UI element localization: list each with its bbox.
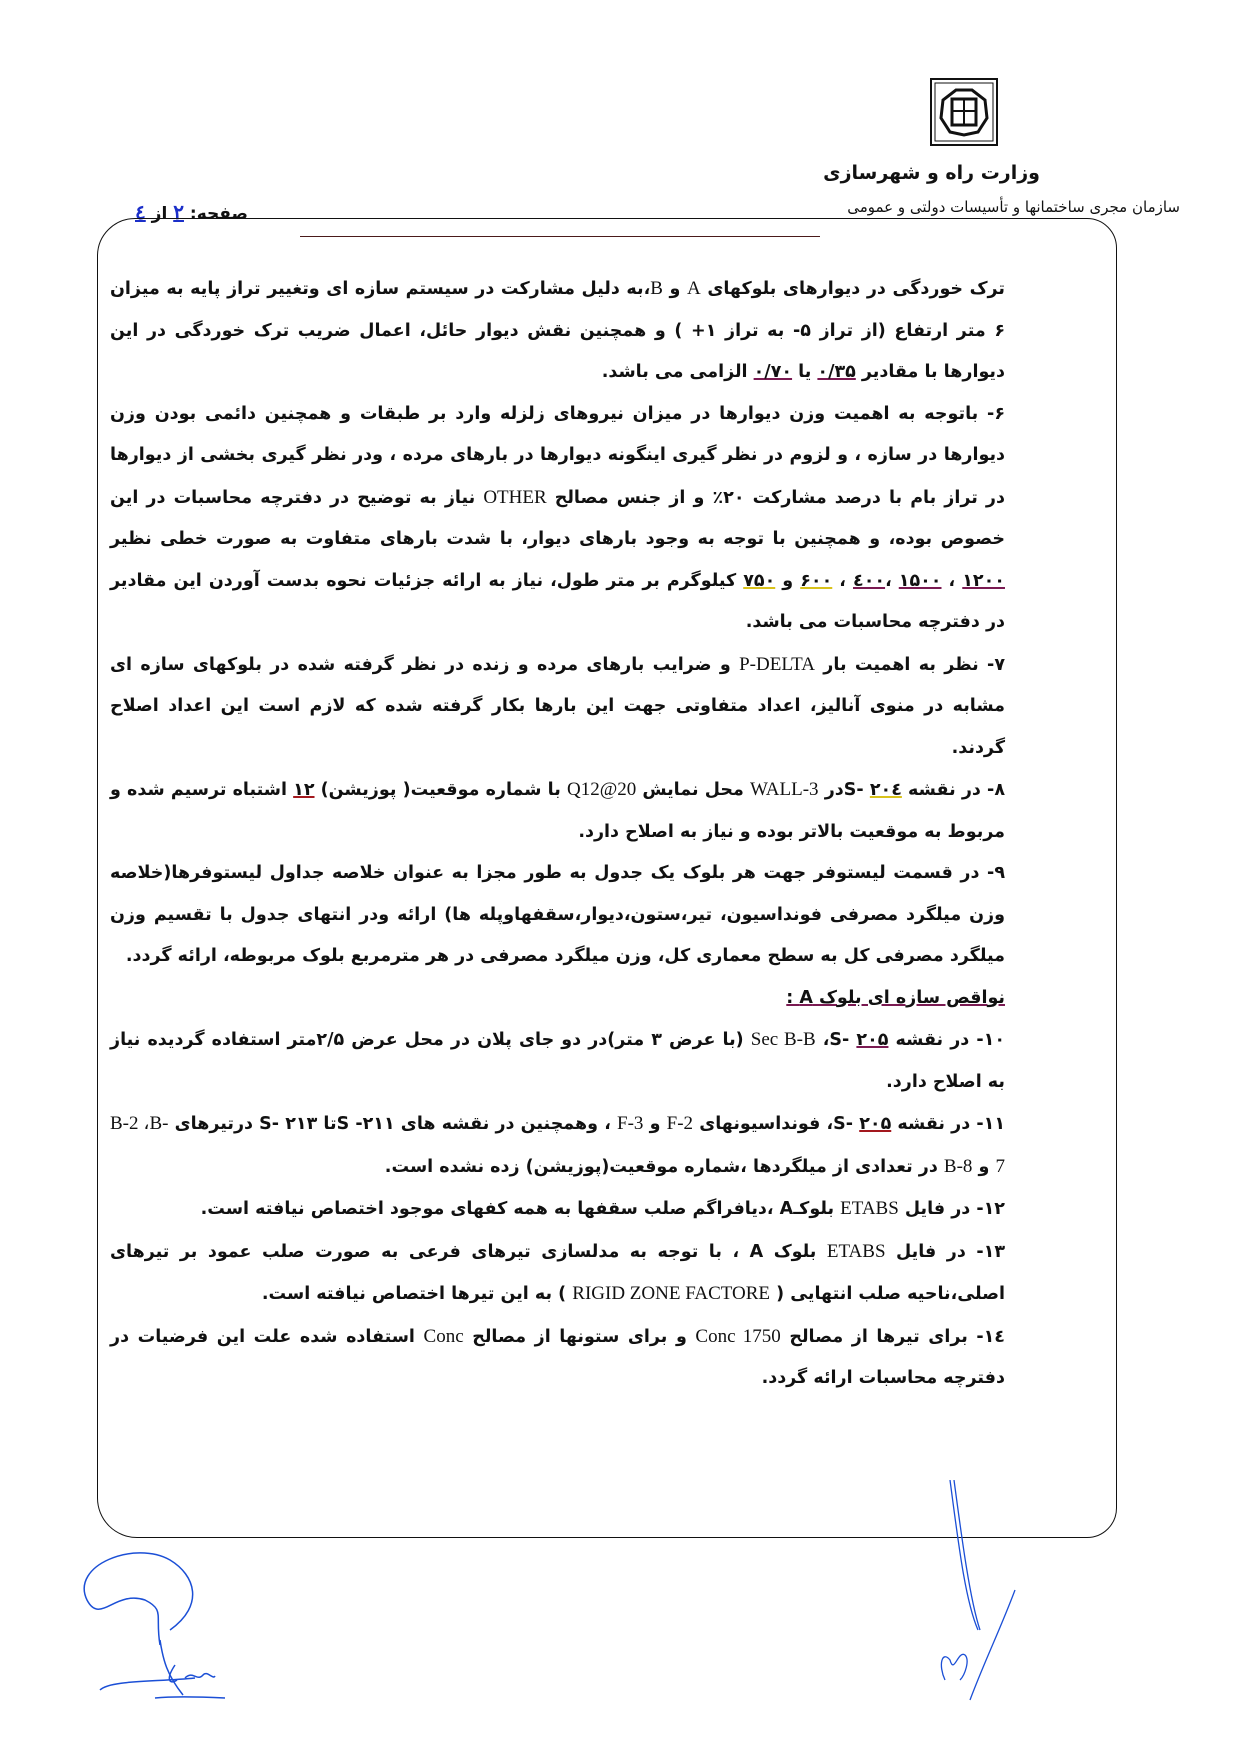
- load-value: ۷۵۰: [743, 570, 776, 591]
- load-value: ٤۰۰: [853, 570, 886, 591]
- letter-body: [110, 268, 1005, 1400]
- signature-right: [920, 1480, 1050, 1710]
- ministry-name: وزارت راه و شهرسازی: [823, 162, 1040, 184]
- item-6: ۶- باتوجه به اهمیت وزن دیوارها در میزان نیروهای زلزله وارد بر طبقات و همچنین دائمی بودن وزن دیوارها در سازه ، و لزوم در نظر گیری اینگونه دیوارها در بارهای مرده ، ودر نظر گیری بخشی از دیوارها در تراز بام با درصد مشارکت ۲۰٪ و از جنس مصالح OTHER نیاز به توضیح در دفترچه محاسبات در این خصوص بوده، و همچنین با توجه به وجود بارهای دیوار، با شدت بارهای متفاوت به صورت خطی نظیر ۱۲۰۰ ، ۱۵۰۰ ،٤۰۰ ، ۶۰۰ و ۷۵۰ کیلوگرم بر متر طول، نیاز به ارائه جزئیات نحوه بدست آوردن این مقادیر در دفترچه محاسبات می باشد.: [110, 403, 1005, 632]
- signature-left: [75, 1520, 275, 1700]
- item-10: ۱۰- در نقشه ۲۰۵ -S، Sec B-B (با عرض ۳ متر)در دو جای پلان در محل عرض ۲/۵متر استفاده گردیده نیاز به اصلاح دارد.: [110, 1029, 1006, 1092]
- organization-name: سازمان مجری ساختمانها و تأسیسات دولتی و عمومی: [847, 198, 1180, 216]
- item-11: ۱۱- در نقشه ۲۰۵ -S، فونداسیونهای F-2 و F-3 ، وهمچنین در نقشه های ۲۱۱- Sتا ۲۱۳ -S درتیرهای B-2 ،B-7 و B-8 در تعدادی از میلگردها ،شماره موقعیت(پوزیشن) زده نشده است.: [110, 1113, 1006, 1177]
- load-value: ۱۵۰۰: [898, 570, 942, 591]
- section-heading-block-a: [110, 978, 1005, 1020]
- page-of: از: [151, 204, 168, 224]
- crack-factor-1: ۰/۳۵: [817, 362, 856, 382]
- load-value: ۱۲۰۰: [962, 570, 1005, 591]
- page-label: صفحه:: [189, 204, 248, 224]
- intro-paragraph: ترک خوردگی در دیوارهای بلوکهای A و B،به دلیل مشارکت در سیستم سازه ای وتغییر تراز پایه به میزان ۶ متر ارتفاع (از تراز ۵- به تراز ۱+ ) و همچنین نقش دیوار حائل، اعمال ضریب ترک خوردگی در این دیوارها با مقادیر ۰/۳۵ یا ۰/۷۰ الزامی می باشد.: [110, 278, 1005, 382]
- ministry-emblem-icon: [930, 78, 998, 146]
- item-13: ۱۳- در فایل ETABS بلوک A ، با توجه به مدلسازی تیرهای فرعی به صورت صلب عمود بر تیرهای اصلی،ناحیه صلب انتهایی ( RIGID ZONE FACTORE ) به این تیرها اختصاص نیافته است.: [110, 1240, 1006, 1304]
- page-current: ۲: [173, 200, 184, 224]
- item-12: ۱۲- در فایل ETABS بلوکـA ،دیافراگم صلب سقفها به همه کفهای موجود اختصاص نیافته است.: [200, 1198, 1005, 1219]
- item-14: ۱٤- برای تیرها از مصالح Conc 1750 و برای ستونها از مصالح Conc استفاده شده علت این فرضیات در دفترچه محاسبات ارائه گردد.: [110, 1325, 1005, 1388]
- item-7: ۷- نظر به اهمیت بار P-DELTA و ضرایب بارهای مرده و زنده در نظر گرفته شده در بلوکهای سازه ای مشابه در منوی آنالیز، اعداد متفاوتی جهت این بارها بکار گرفته شده که لازم است این اعداد اصلاح گردند.: [110, 653, 1006, 758]
- section-heading: نواقص سازه ای بلوک A :: [786, 987, 1005, 1008]
- item-9: ۹- در قسمت لیستوفر جهت هر بلوک یک جدول به طور مجزا به عنوان خلاصه جداول لیستوفرها(خلاصه وزن میلگرد مصرفی فونداسیون، تیر،ستون،دیوار،سقفهاوپله ها) ارائه ودر انتهای جدول با تقسیم وزن میلگرد مصرفی کل به سطح معماری کل، وزن میلگرد مصرفی در هر مترمربع بلوک مربوطه، ارائه گردد.: [110, 863, 1005, 966]
- load-value: ۶۰۰: [800, 570, 833, 591]
- page-total: ٤: [135, 200, 146, 224]
- crack-factor-2: ۰/۷۰: [753, 362, 793, 382]
- item-8: ۸- در نقشه ۲۰٤ -Sدر WALL-3 محل نمایش Q12@20 با شماره موقعیت( پوزیشن) ۱۲ اشتباه ترسیم شده و مربوط به موقعیت بالاتر بوده و نیاز به اصلاح دارد.: [110, 779, 1005, 842]
